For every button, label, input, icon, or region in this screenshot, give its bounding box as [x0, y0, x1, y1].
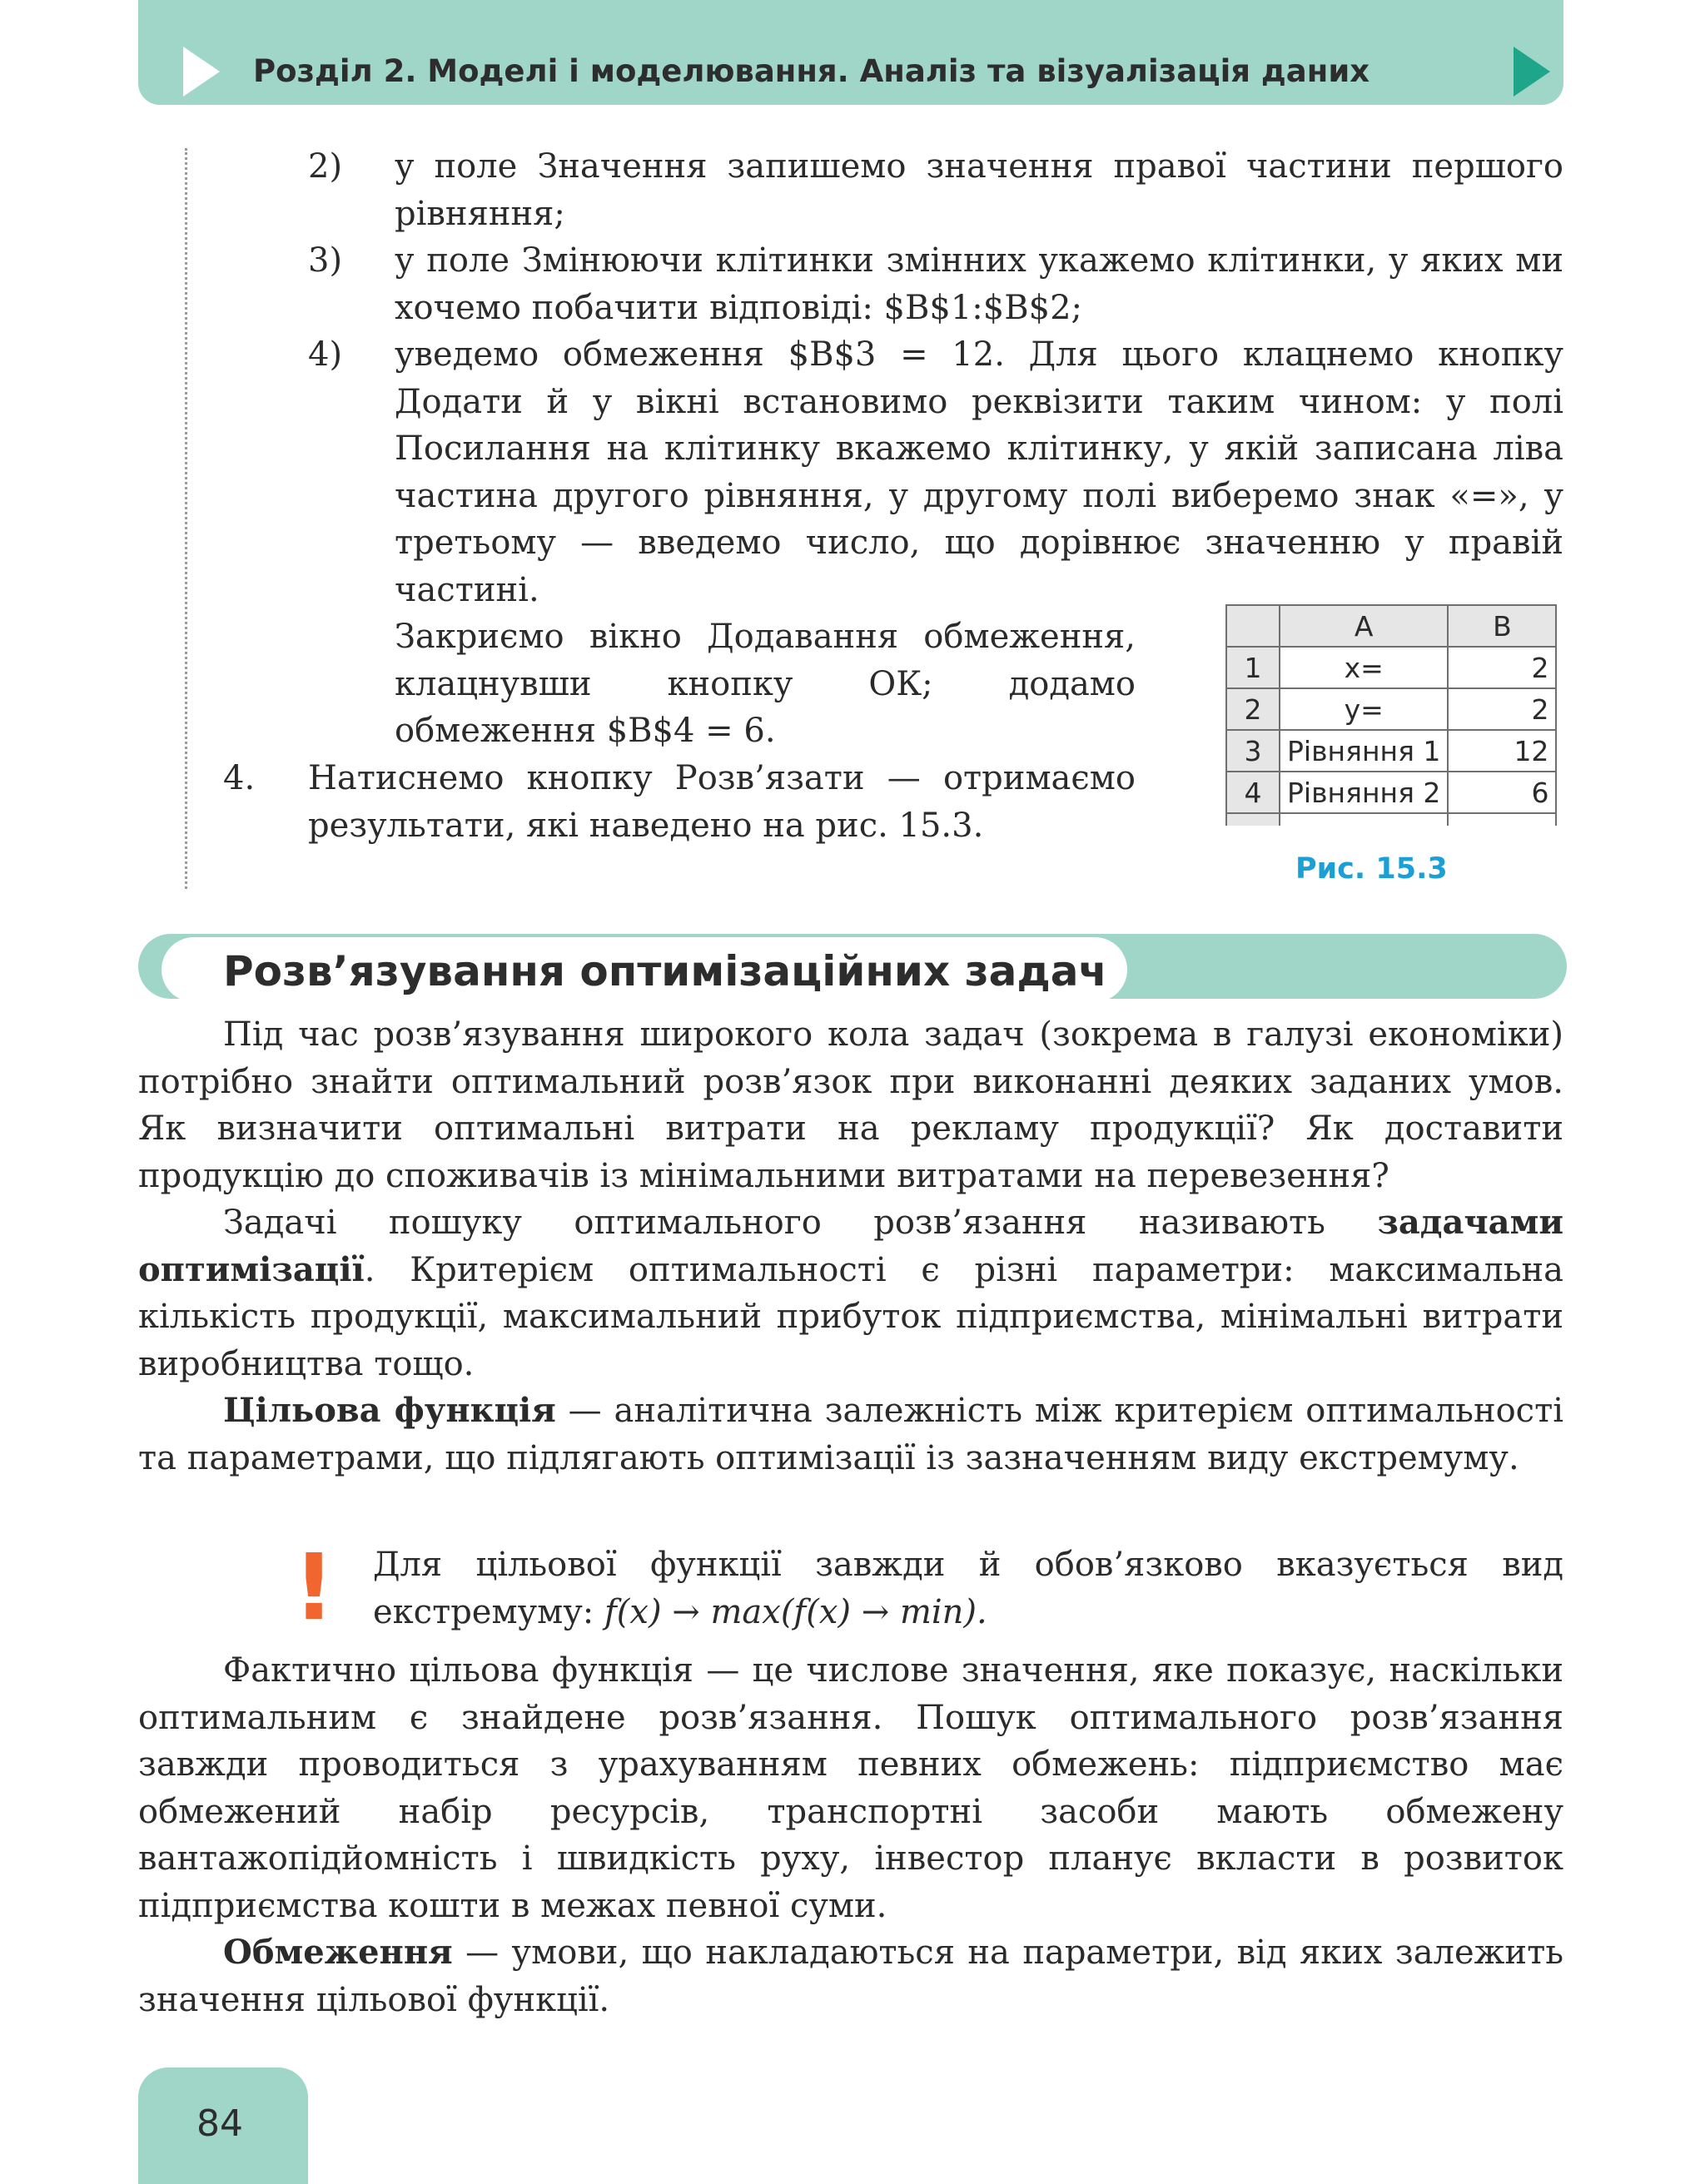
sheet-column-header: B	[1448, 605, 1556, 647]
paragraph: Фактично цільова функція — це числове значення, яке показує, наскільки оптимальним є знайдене розв’язання. Пошук оптимального розв’язання завжди проводиться з урахуванням певних обмежень: підприємство має обмежений набір ресурсів, транспортні засоби мають обмежену вантажопідйомність і швидкість руху, інвестор планує вкласти в розвиток підприємства кошти в межах певної суми.	[138, 1651, 1563, 1925]
spreadsheet-figure	[1225, 604, 1557, 826]
sheet-header-row	[1226, 605, 1556, 647]
sheet-column-header: A	[1280, 605, 1448, 647]
paragraph	[138, 1929, 1563, 2023]
margin-dotted-rule	[185, 148, 187, 889]
sheet-cell-empty	[1280, 813, 1448, 826]
note-text-body: Для цільової функції завжди й обов’язково вказується вид екстремуму:	[373, 1546, 1563, 1631]
chapter-header-bar	[138, 0, 1563, 105]
sheet-cell: 2	[1448, 688, 1556, 730]
sheet-cell: Рівняння 1	[1280, 730, 1448, 772]
exclamation-icon: !	[293, 1534, 336, 1640]
sheet-row-number: 4	[1226, 772, 1280, 813]
step-text: уведемо обмеження $B$3 = 12. Для цього клацнемо кнопку Додати й у вікні встановимо реквізити таким чином: у полі Посилання на клітинку вкажемо клітинку, у якій записана ліва частина другого рівняння, у другому полі виберемо знак «=», у третьому — введемо число, що дорівнює значенню у правій частині.	[395, 335, 1563, 609]
sheet-cell: Рівняння 2	[1280, 772, 1448, 813]
sheet-row	[1226, 730, 1556, 772]
step-number: 4.	[223, 759, 256, 797]
step-text: у поле Значення запишемо значення правої частини першого рівняння;	[395, 147, 1563, 233]
term-bold: Обмеження	[223, 1933, 453, 1972]
step-number: 2)	[308, 147, 343, 186]
step-number: 3)	[308, 241, 343, 280]
chapter-title: Розділ 2. Моделі і моделювання. Аналіз та візуалізація даних	[253, 53, 1370, 89]
sheet-cell: y=	[1280, 688, 1448, 730]
sheet-cell: 6	[1448, 772, 1556, 813]
sheet-row-number: 3	[1226, 730, 1280, 772]
sheet-row	[1226, 772, 1556, 813]
step-number: 4)	[308, 335, 343, 374]
term-bold: Цільова функція	[223, 1391, 556, 1430]
sheet-cell-empty	[1226, 813, 1280, 826]
note-formula: f(x) → max(f(x) → min).	[604, 1592, 987, 1631]
step-text: у поле Змінюючи клітинки змінних укажемо клітинки, у яких ми хочемо побачити відповіді: $B$1:$B$2;	[395, 241, 1563, 327]
sheet-row-partial	[1226, 813, 1556, 826]
sheet-cell: x=	[1280, 647, 1448, 688]
sheet-row	[1226, 647, 1556, 688]
header-arrow-right-icon	[1514, 47, 1550, 97]
paragraph-text: Задачі пошуку оптимального розв’язання називають	[223, 1204, 1378, 1242]
figure-caption: Рис. 15.3	[1295, 852, 1448, 886]
sheet-corner-cell	[1226, 605, 1280, 647]
sheet-row-number: 1	[1226, 647, 1280, 688]
note-text	[373, 1541, 1563, 1636]
sheet-row-number: 2	[1226, 688, 1280, 730]
paragraph	[138, 1387, 1563, 1482]
header-arrow-left-icon	[183, 47, 220, 97]
page-number: 84	[196, 2102, 243, 2145]
paragraph-text: — умови, що накладаються на параметри, від яких залежить значення цільової функції.	[138, 1933, 1563, 2019]
paragraph: Під час розв’язування широкого кола задач (зокрема в галузі економіки) потрібно знайти оптимальний розв’язок при виконанні деяких заданих умов. Як визначити оптимальні витрати на рекламу продукції? Як доставити продукцію до споживачів із мінімальними витратами на перевезення?	[138, 1015, 1563, 1195]
term-bold: задачами оптимізації	[138, 1203, 1563, 1289]
paragraph	[138, 1199, 1563, 1387]
paragraph-text: . Критерієм оптимальності є різні параметри: максимальна кількість продукції, максимальний прибуток підприємства, мінімальні витрати виробництва тощо.	[138, 1250, 1563, 1383]
sheet-cell-empty	[1448, 813, 1556, 826]
sheet-cell: 2	[1448, 647, 1556, 688]
step-text: Натиснемо кнопку Розв’язати — отримаємо результати, які наведено на рис. 15.3.	[308, 759, 1136, 845]
paragraph-text: — аналітична залежність між критерієм оптимальності та параметрами, що підлягають оптимізації із зазначенням виду екстремуму.	[138, 1392, 1564, 1477]
step-text-continued: Закриємо вікно Додавання обмеження, клацнувши кнопку ОК; додамо обмеження $B$4 = 6.	[395, 618, 1136, 750]
sheet-row	[1226, 688, 1556, 730]
section-title: Розв’язування оптимізаційних задач	[223, 947, 1107, 995]
sheet-cell: 12	[1448, 730, 1556, 772]
